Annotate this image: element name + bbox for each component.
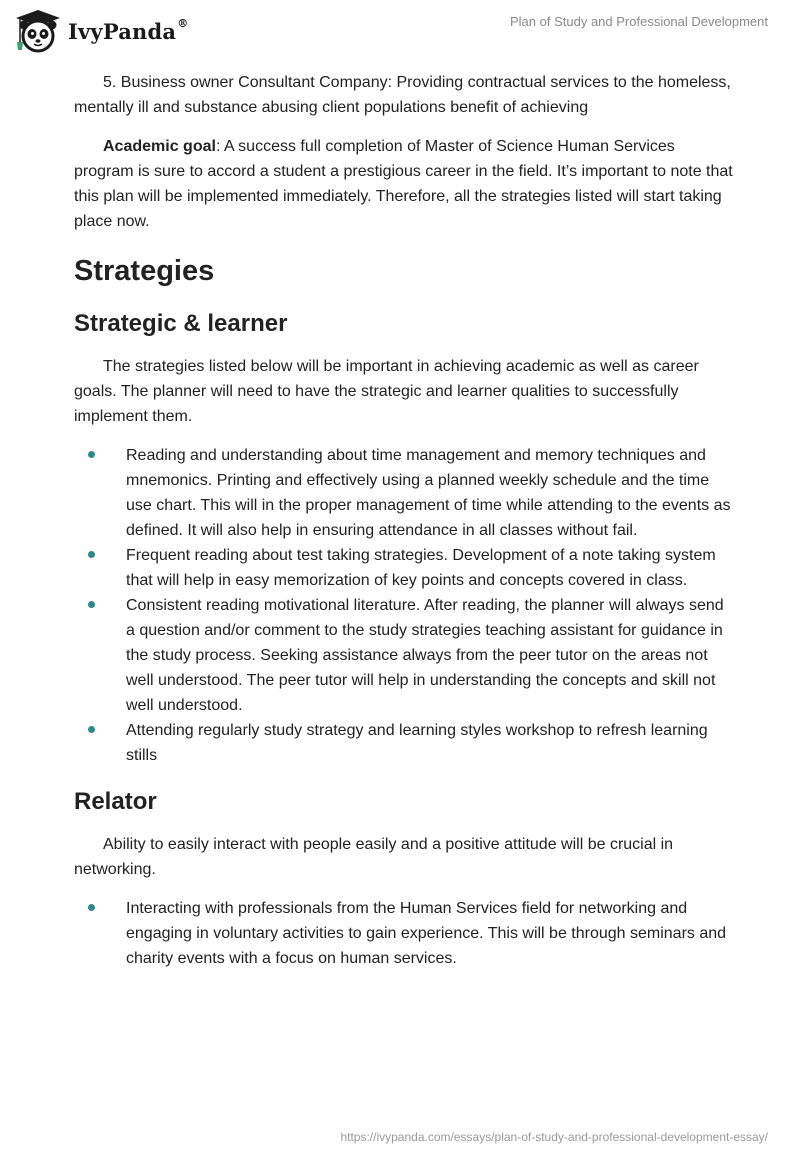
page-header [0,0,800,60]
heading-strategies: Strategies [74,255,215,287]
bullet-icon [88,601,95,608]
bullet-icon [88,726,95,733]
ivypanda-logo[interactable] [14,8,188,54]
panda-icon [14,8,62,54]
paragraph-strategic: The strategies listed below will be important in achieving academic as well as career goals. The planner will need to have the strategic and learner qualities to successfully implement them. [74,358,699,425]
heading-strategic-learner: Strategic & learner [74,310,288,337]
list-item: Attending regularly study strategy and learning styles workshop to refresh learning stills [74,718,734,768]
list-item: Interacting with professionals from the Human Services field for networking and engaging in voluntary activities to gain experience. This will be through seminars and charity events with a focus on human services. [74,896,734,971]
logo-text: IvyPanda® [68,16,189,44]
strategic-list [74,443,734,768]
heading-relator: Relator [74,788,157,815]
paragraph-relator: Ability to easily interact with people easily and a positive attitude will be crucial in networking. [74,836,674,878]
bullet-icon [88,451,95,458]
academic-goal-label: Academic goal [103,138,216,155]
bullet-icon [88,551,95,558]
paragraph-academic-goal [74,134,734,234]
list-item: Consistent reading motivational literature. After reading, the planner will always send a question and/or comment to the study strategies teaching assistant for guidance in the study process. Seeking assistance always from the peer tutor on the areas not well understood. The peer tutor will help in understanding the concepts and skill not well understood. [74,593,734,718]
relator-list [74,896,734,971]
source-url[interactable]: https://ivypanda.com/essays/plan-of-study-and-professional-development-essay/ [340,1130,768,1144]
paragraph-business-owner: 5. Business owner Consultant Company: Providing contractual services to the homeless, mentally ill and substance abusing client populations benefit of achieving [74,74,731,116]
essay-content [74,70,734,985]
list-item: Reading and understanding about time management and memory techniques and mnemonics. Printing and effectively using a planned weekly schedule and the time use chart. This will in the proper management of time while attending to the events as defined. It will also help in ensuring attendance in all classes without fail. [74,443,734,543]
academic-goal-text: : A success full completion of Master of Science Human Services program is sure to accord a student a prestigious career in the field. It’s important to note that this plan will be implemented immediately. Therefore, all the strategies listed will start taking place now. [74,138,733,230]
bullet-icon [88,904,95,911]
document-title: Plan of Study and Professional Development [510,14,768,29]
list-item: Frequent reading about test taking strategies. Development of a note taking system that will help in easy memorization of key points and concepts covered in class. [74,543,734,593]
